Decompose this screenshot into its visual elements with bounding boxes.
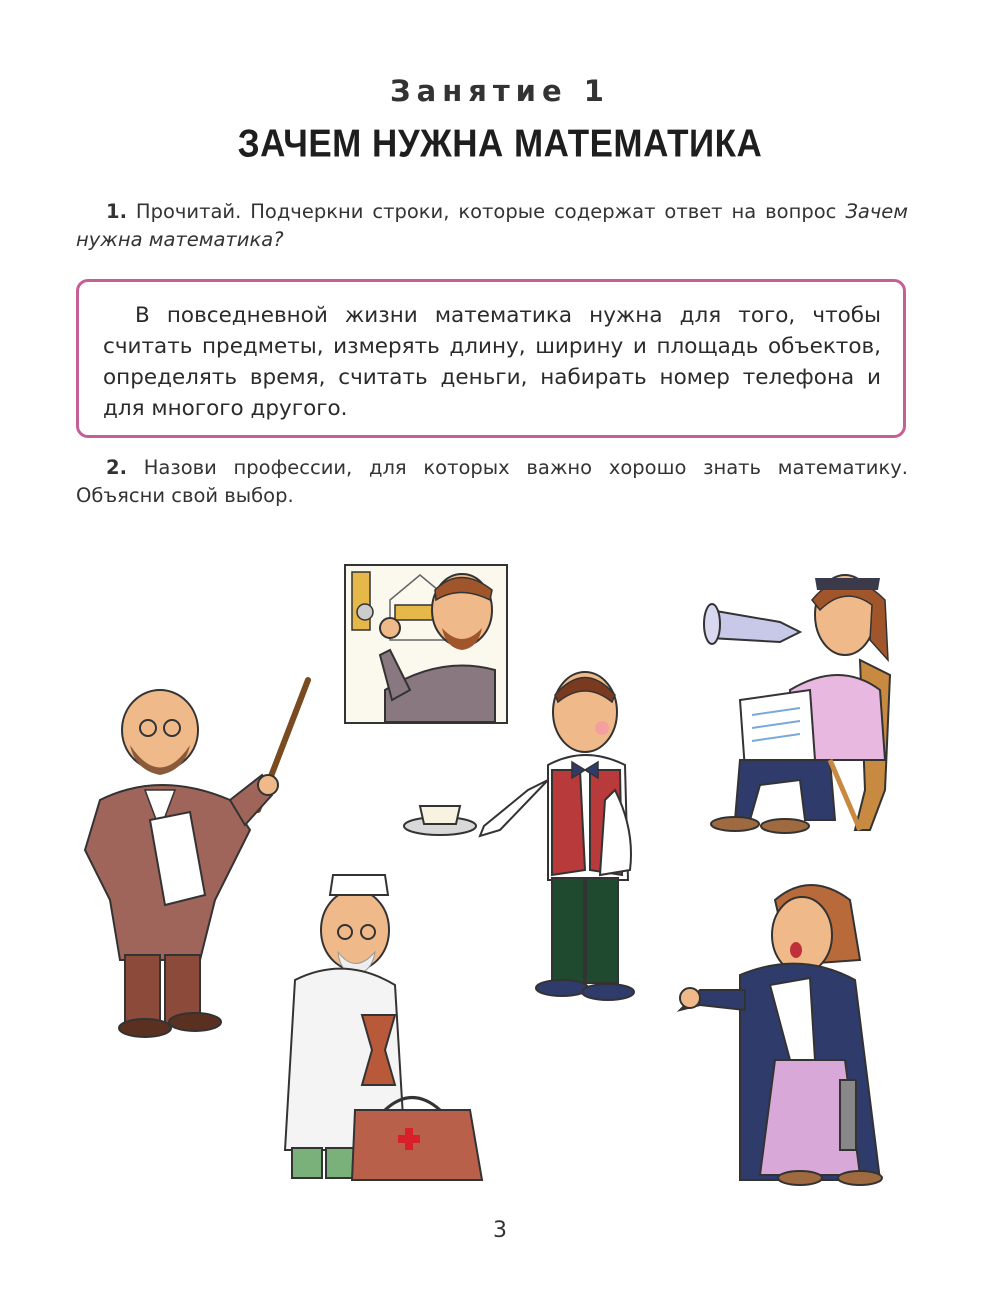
lesson-title: ЗАЧЕМ НУЖНА МАТЕМАТИКА [237,121,763,166]
task-1-question: Зачем нужна математика? [76,200,908,251]
lesson-label: Занятие 1 [390,74,610,108]
task-2-number: 2. [106,456,127,479]
reading-box [76,279,906,438]
director-figure [704,575,890,833]
doctor-figure [285,875,482,1180]
judge-figure [680,885,882,1185]
page-number: 3 [493,1218,507,1243]
professions-illustration [0,540,1000,1200]
task-2 [76,454,908,510]
reading-text: В повседневной жизни математика нужна для того, чтобы считать предметы, измерять длину, ширину и площадь объектов, определять время, считать деньги, набирать номер телефона и для многого другого. [103,303,881,421]
task-2-text: Назови профессии, для которых важно хорошо знать математику. Объясни свой выбор. [76,456,908,507]
task-1 [76,198,908,254]
task-1-text: Прочитай. Подчеркни строки, которые содержат ответ на вопрос [126,200,846,223]
teacher-figure [85,680,308,1037]
architect-figure [345,565,507,723]
task-1-number: 1. [106,200,127,223]
